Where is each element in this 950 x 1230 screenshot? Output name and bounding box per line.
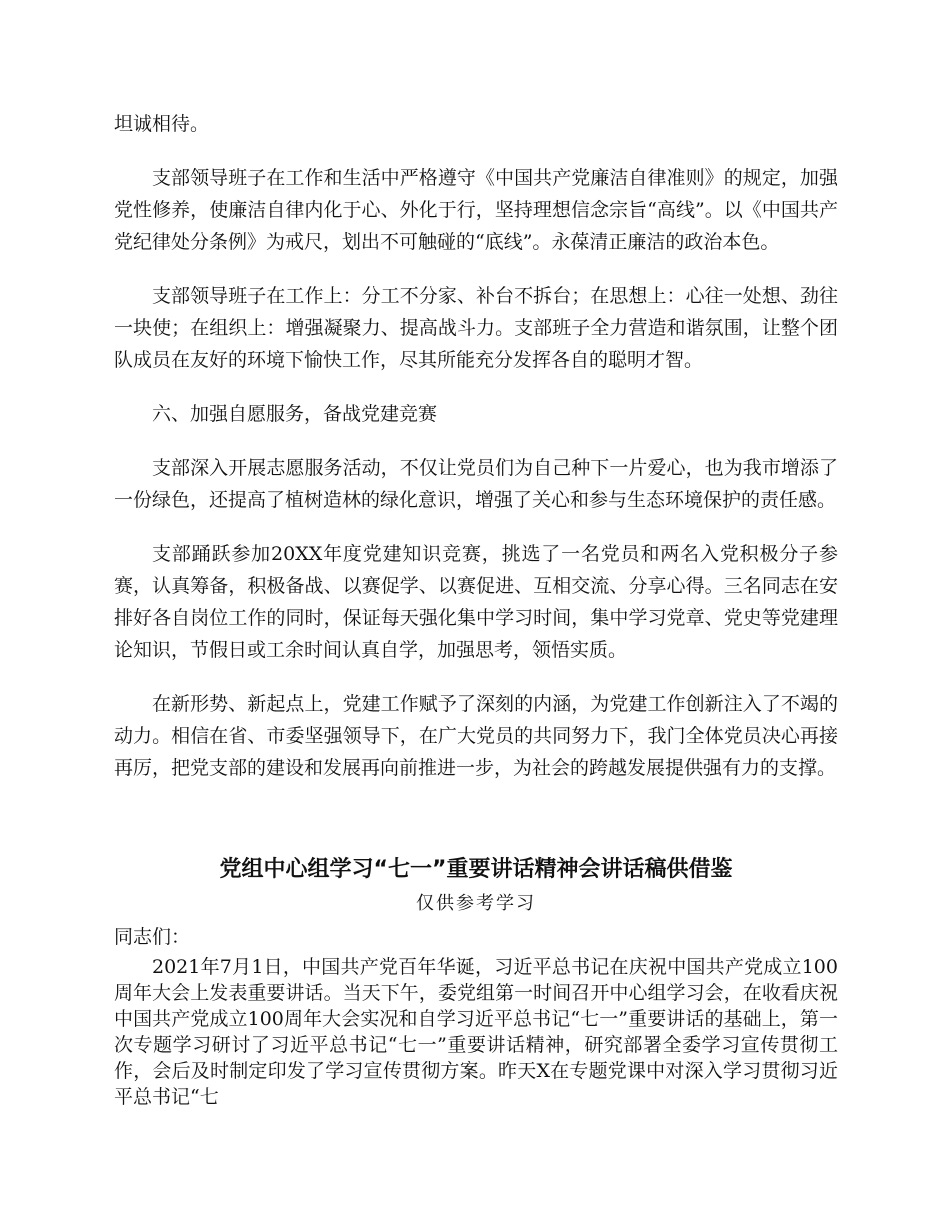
paragraph-speech-intro: 2021年7月1日，中国共产党百年华诞，习近平总书记在庆祝中国共产党成立100周年大会上发表重要讲话。当天下午，委党组第一时间召开中心组学习会，在收看庆祝中国共产党成立100周年大会实况和自学习近平总书记“七一”重要讲话的基础上，第一次专题学习研讨了习近平总书记“七一”重要讲话精神，研究部署全委学习宣传贯彻工作，会后及时制定印发了学习宣传贯彻方案。昨天X在专题党课中对深入学习贯彻习近平总书记“七	[114, 956, 838, 1108]
document-page	[114, 108, 838, 1110]
section-heading-six: 六、加强自愿服务，备战党建竞赛	[152, 403, 438, 425]
paragraph-conclusion: 在新形势、新起点上，党建工作赋予了深刻的内涵，为党建工作创新注入了不竭的动力。相信在省、市委坚强领导下，在广大党员的共同努力下，我门全体党员决心再接再厉，把党支部的建设和发展再向前推进一步，为社会的跨越发展提供强有力的支撑。	[114, 693, 838, 779]
paragraph-competition: 支部踊跃参加20XX年度党建知识竞赛，挑选了一名党员和两名入党积极分子参赛，认真筹备，积极备战、以赛促学、以赛促进、互相交流、分享心得。三名同志在安排好各自岗位工作的同时，保证每天强化集中学习时间，集中学习党章、党史等党建理论知识，节假日或工余时间认真自学，加强思考，领悟实质。	[114, 543, 838, 661]
document-title: 党组中心组学习“七一”重要讲话精神会讲话稿供借鉴	[219, 857, 733, 882]
paragraph-continuation: 坦诚相待。	[114, 113, 210, 135]
paragraph-integrity: 支部领导班子在工作和生活中严格遵守《中国共产党廉洁自律准则》的规定，加强党性修养，使廉洁自律内化于心、外化于行，坚持理想信念宗旨“高线”。以《中国共产党纪律处分条例》为戒尺，划出不可触碰的“底线”。永葆清正廉洁的政治本色。	[114, 167, 838, 253]
paragraph-volunteer: 支部深入开展志愿服务活动，不仅让党员们为自己种下一片爱心，也为我市增添了一份绿色，还提高了植树造林的绿化意识，增强了关心和参与生态环境保护的责任感。	[114, 457, 838, 511]
document-subtitle: 仅供参考学习	[416, 893, 536, 914]
salutation: 同志们：	[114, 926, 191, 948]
paragraph-teamwork: 支部领导班子在工作上：分工不分家、补台不拆台；在思想上：心往一处想、劲往一块使；在组织上：增强凝聚力、提高战斗力。支部班子全力营造和谐氛围，让整个团队成员在友好的环境下愉快工作，尽其所能充分发挥各自的聪明才智。	[114, 285, 838, 371]
